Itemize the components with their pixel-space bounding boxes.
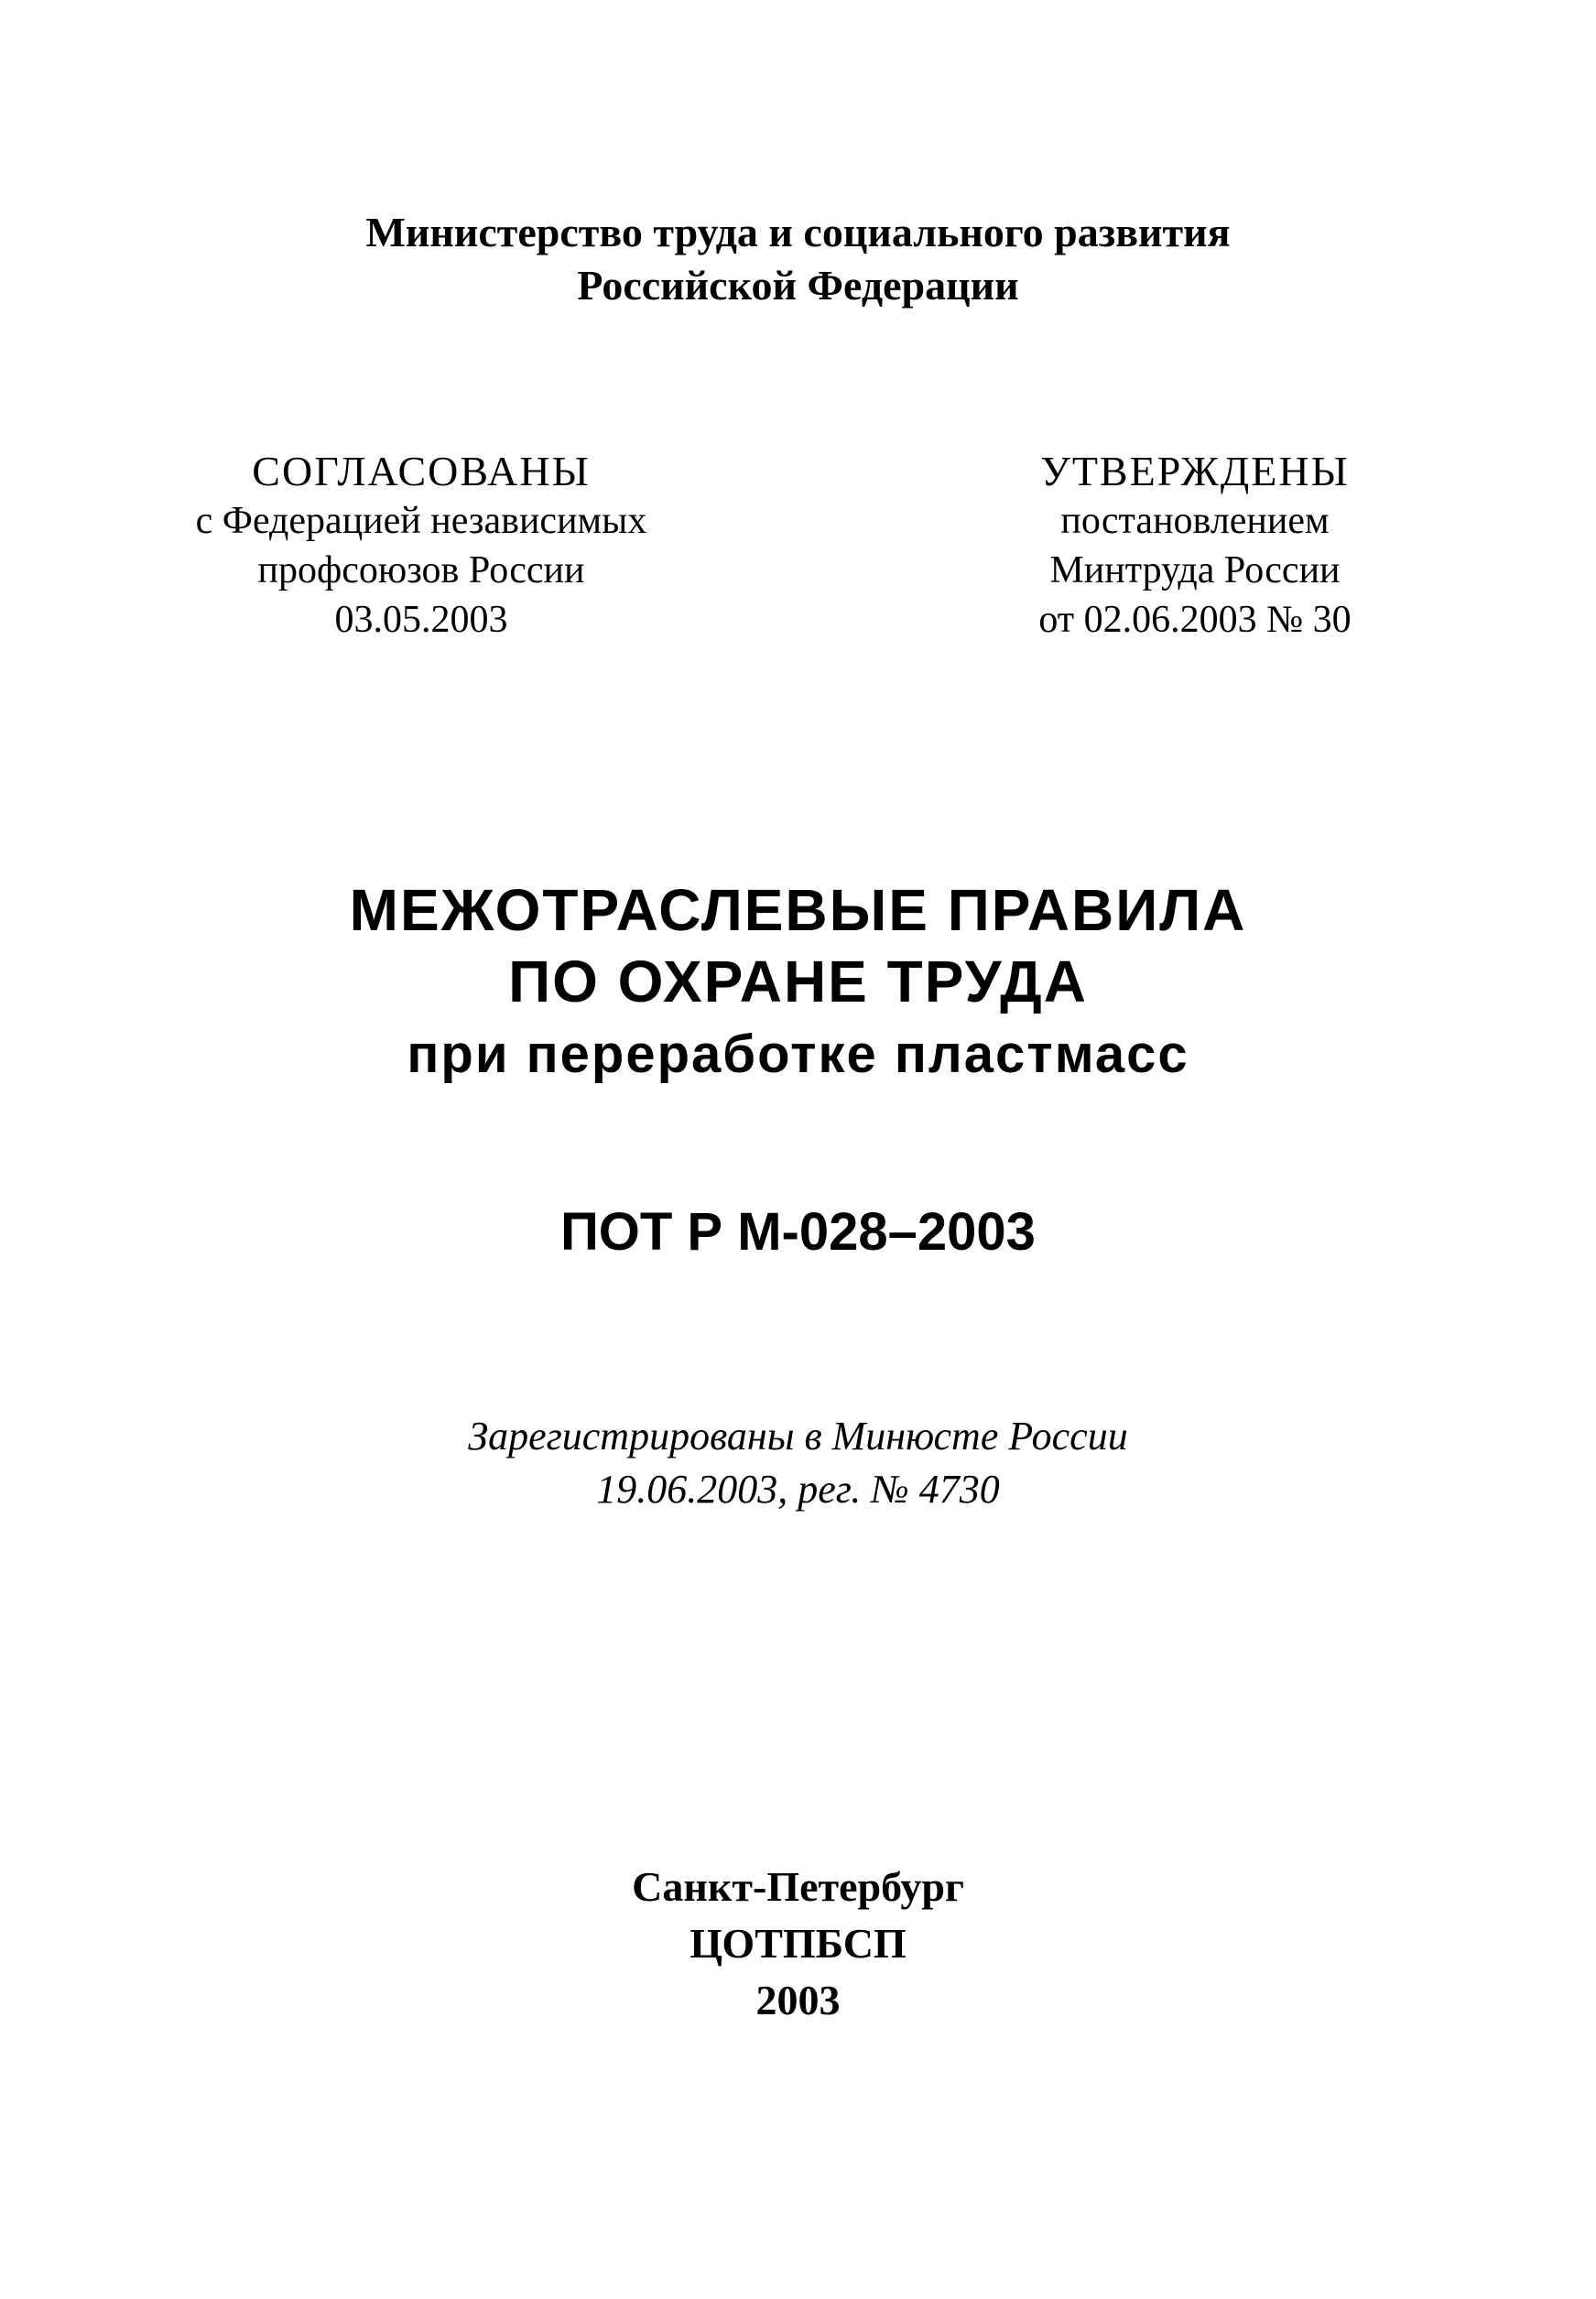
publisher-name: ЦОТПБСП — [689, 1920, 907, 1967]
title-line-1: МЕЖОТРАСЛЕВЫЕ ПРАВИЛА — [349, 877, 1247, 943]
publisher-year: 2003 — [755, 1977, 841, 2023]
ministry-line-1: Министерство труда и социального развития — [365, 209, 1231, 255]
ministry-header — [0, 206, 1596, 312]
agreed-heading: СОГЛАСОВАНЫ — [252, 448, 591, 494]
title-line-2: ПО ОХРАНЕ ТРУДА — [508, 949, 1088, 1014]
approved-line-2: Минтруда России — [1049, 549, 1341, 591]
publisher-city: Санкт-Петербург — [632, 1863, 964, 1910]
agreed-block — [119, 447, 723, 645]
registration-line-1: Зарегистрированы в Минюсте России — [468, 1414, 1128, 1459]
approved-line-1: постановлением — [1060, 500, 1330, 542]
document-code: ПОТ Р М-028–2003 — [560, 1202, 1036, 1262]
registration-line-2: 19.06.2003, рег. № 4730 — [596, 1467, 1000, 1512]
agreed-date: 03.05.2003 — [334, 599, 508, 641]
publisher-block — [0, 1859, 1596, 2029]
agreed-line-1: с Федерацией независимых — [195, 500, 647, 542]
document-title — [0, 874, 1596, 1092]
ministry-line-2: Российской Федерации — [577, 262, 1019, 309]
approved-heading: УТВЕРЖДЕНЫ — [1040, 448, 1350, 494]
approved-date: от 02.06.2003 № 30 — [1038, 599, 1352, 641]
title-line-3: при переработке пластмасс — [407, 1025, 1189, 1084]
agreed-line-2: профсоюзов России — [257, 549, 585, 591]
registration-note — [0, 1410, 1596, 1516]
approved-block — [939, 447, 1451, 645]
